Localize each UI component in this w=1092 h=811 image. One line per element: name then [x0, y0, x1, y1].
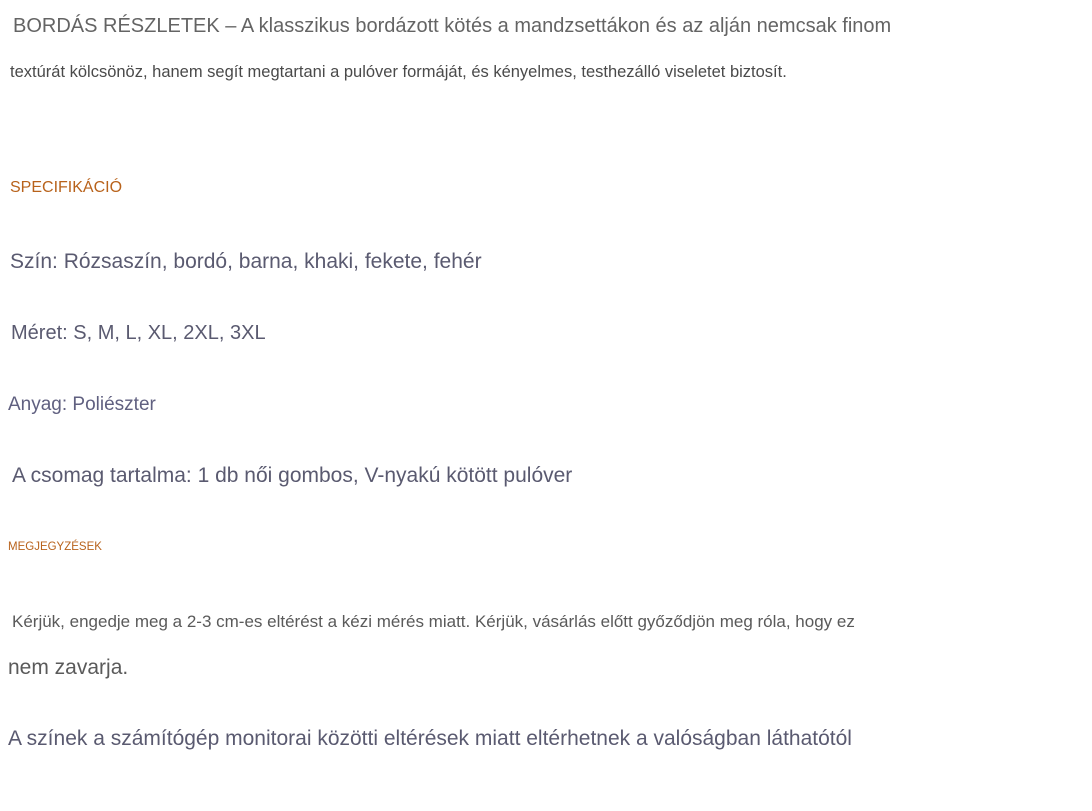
ribbed-details-text-line-1: BORDÁS RÉSZLETEK – A klasszikus bordázott kötés a mandzsettákon és az alján nemcsak finom — [13, 15, 892, 37]
notes-color-disclaimer: A színek a számítógép monitorai közötti eltérések miatt eltérhetnek a valóságban láthatótól — [8, 727, 852, 750]
specification-heading: SPECIFIKÁCIÓ — [10, 179, 123, 196]
ribbed-details-text-line-2: textúrát kölcsönöz, hanem segít megtartani a pulóver formáját, és kényelmes, testhezálló viseletet biztosít. — [10, 63, 787, 81]
spec-package-contents: A csomag tartalma: 1 db női gombos, V-nyakú kötött pulóver — [12, 464, 573, 487]
notes-measurement-line-2: nem zavarja. — [8, 656, 129, 679]
spec-material: Anyag: Poliészter — [8, 394, 156, 415]
spec-size: Méret: S, M, L, XL, 2XL, 3XL — [11, 322, 266, 344]
spec-color: Szín: Rózsaszín, bordó, barna, khaki, fekete, fehér — [10, 250, 482, 273]
notes-measurement-line-1: Kérjük, engedje meg a 2-3 cm-es eltérést a kézi mérés miatt. Kérjük, vásárlás előtt győződjön meg róla, hogy ez — [12, 612, 855, 631]
notes-heading: MEGJEGYZÉSEK — [8, 541, 102, 553]
